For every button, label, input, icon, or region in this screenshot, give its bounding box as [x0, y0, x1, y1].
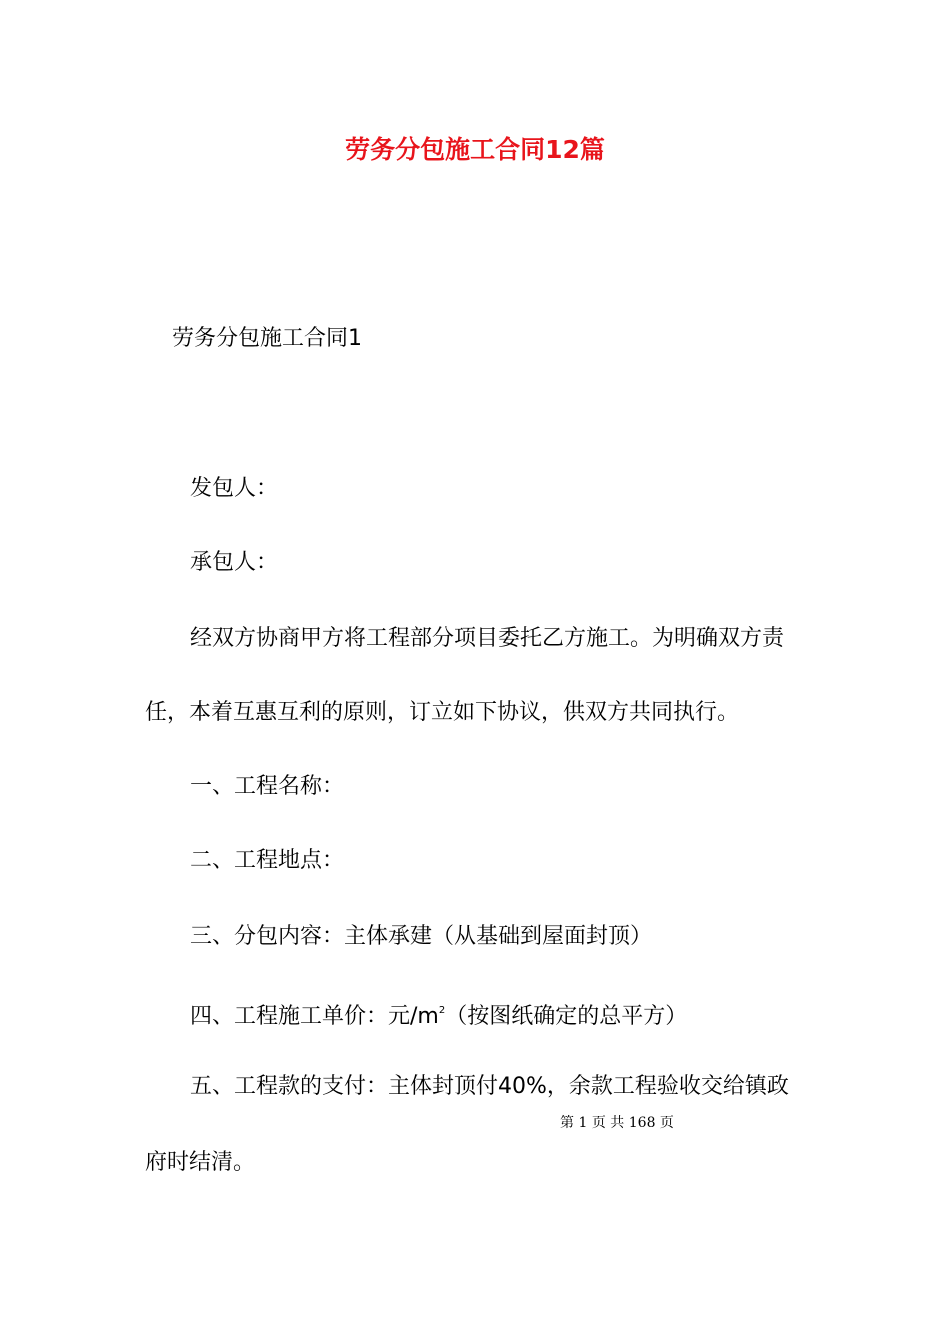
paragraph-intro-line2: 任，本着互惠互利的原则，订立如下协议，供双方共同执行。 [145, 700, 740, 725]
paragraph-unit-price [190, 996, 687, 1032]
paragraph-payment-line1: 五、工程款的支付：主体封顶付40%，余款工程验收交给镇政 [190, 1074, 789, 1099]
section-title: 劳务分包施工合同1 [172, 326, 362, 351]
paragraph-contractor: 承包人： [190, 550, 279, 575]
page-footer: 第 1 页 共 168 页 [560, 1115, 674, 1131]
paragraph-project-name: 一、工程名称： [190, 774, 345, 799]
paragraph-contractor-issuer: 发包人： [190, 476, 279, 501]
paragraph-subcontract-content: 三、分包内容：主体承建（从基础到屋面封顶） [190, 924, 653, 949]
document-title: 劳务分包施工合同12篇 [345, 135, 605, 164]
unit-price-text: 四、工程施工单价：元/m [190, 1004, 439, 1029]
unit-superscript: 2 [438, 1005, 446, 1016]
paragraph-payment-line2: 府时结清。 [145, 1150, 256, 1175]
unit-price-suffix: （按图纸确定的总平方） [445, 1004, 688, 1029]
paragraph-intro-line1: 经双方协商甲方将工程部分项目委托乙方施工。为明确双方责 [190, 626, 785, 651]
paragraph-project-location: 二、工程地点： [190, 848, 345, 873]
